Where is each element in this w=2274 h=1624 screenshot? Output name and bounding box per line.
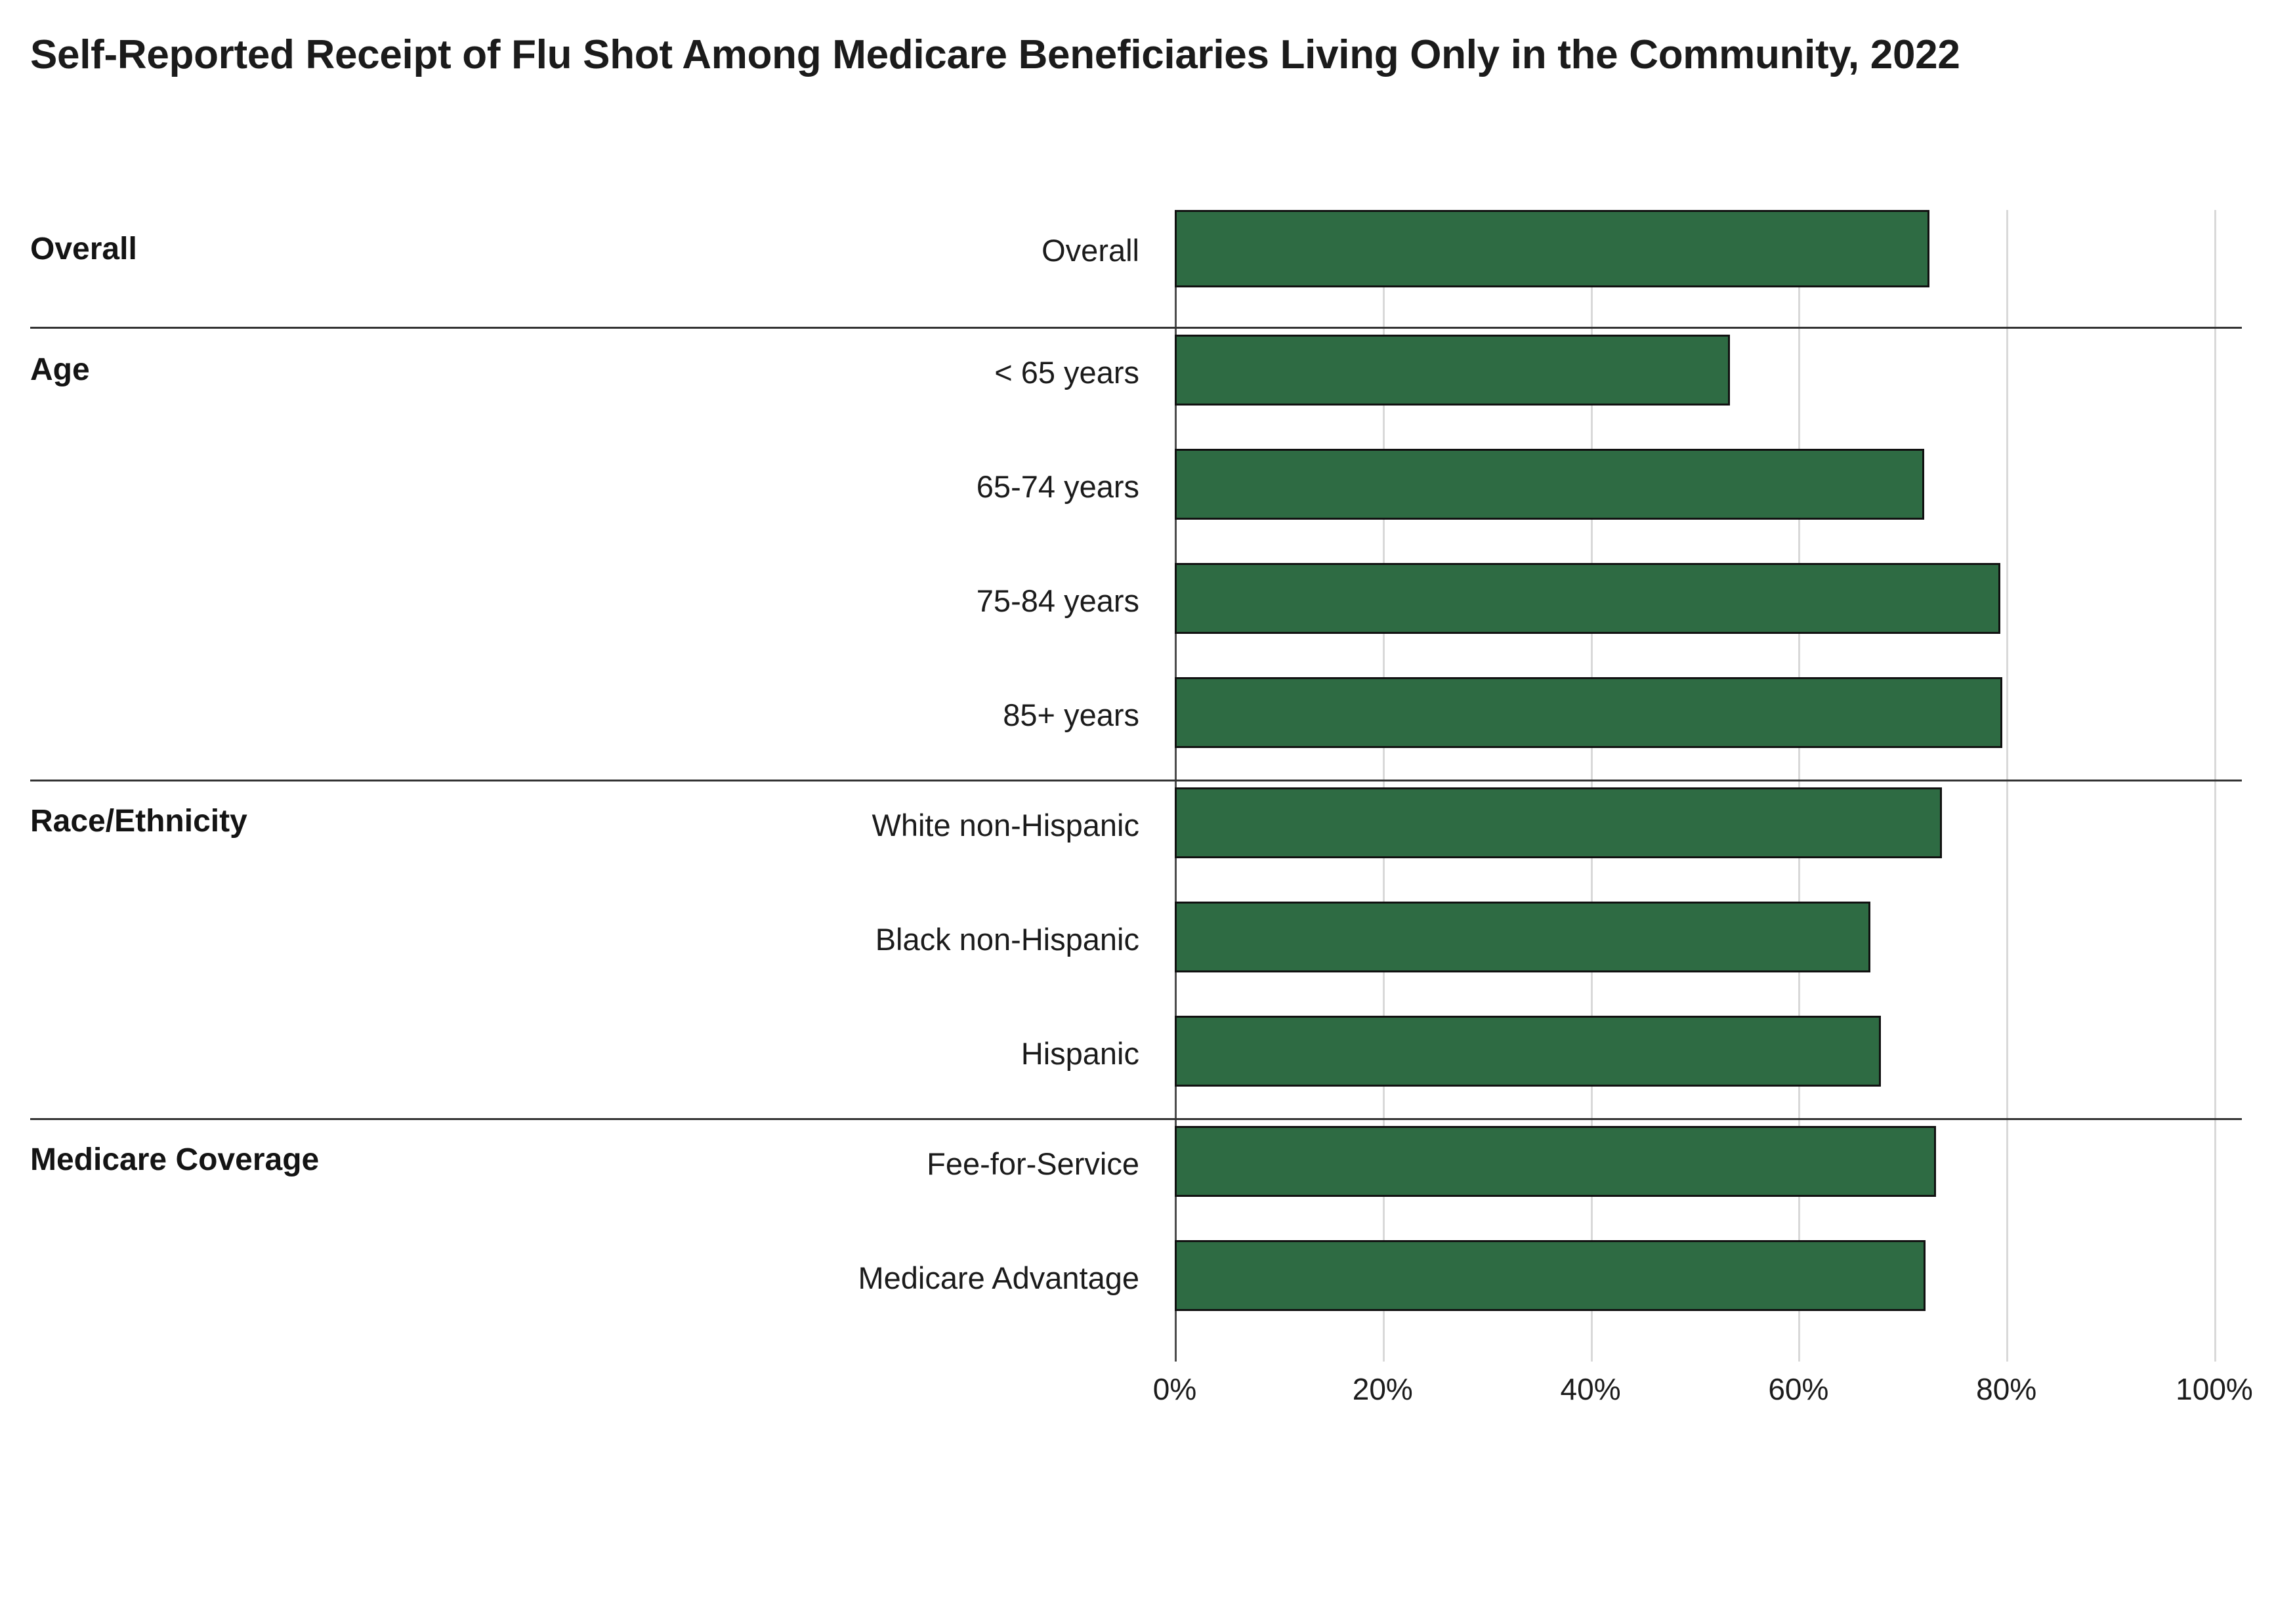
chart-row <box>30 563 2242 665</box>
bar-hispanic[interactable] <box>1175 1016 1881 1087</box>
bar-white-non-hispanic[interactable] <box>1175 787 1942 858</box>
chart-row <box>30 1240 2242 1343</box>
group-separator <box>30 780 2242 781</box>
row-label-fee-for-service: Fee-for-Service <box>927 1146 1139 1181</box>
row-label-65-74: 65-74 years <box>976 469 1139 504</box>
chart-row <box>30 210 2242 327</box>
bar-black-non-hispanic[interactable] <box>1175 902 1870 972</box>
x-axis <box>1152 1365 2253 1411</box>
chart-row <box>30 677 2242 780</box>
x-tick-20: 20% <box>1352 1372 1413 1406</box>
bar-overall[interactable] <box>1175 210 1929 287</box>
group-separator <box>30 327 2242 329</box>
x-tick-60: 60% <box>1768 1372 1829 1406</box>
group-separator <box>30 1118 2242 1120</box>
bar-85-plus[interactable] <box>1175 677 2002 748</box>
chart-row <box>30 449 2242 551</box>
row-label-overall: Overall <box>1042 233 1139 268</box>
row-label-hispanic: Hispanic <box>1021 1036 1139 1071</box>
chart-row <box>30 335 2242 437</box>
row-label-black-non-hispanic: Black non-Hispanic <box>875 922 1139 957</box>
bar-75-84[interactable] <box>1175 563 2000 634</box>
group-title-age: Age <box>30 352 90 387</box>
bar-under-65[interactable] <box>1175 335 1730 406</box>
chart-row <box>30 1126 2242 1228</box>
page-title: Self-Reported Receipt of Flu Shot Among Medicare Beneficiaries Living Only in the Community, 2022 <box>30 32 1960 77</box>
bar-medicare-advantage[interactable] <box>1175 1240 1926 1311</box>
group-title-overall: Overall <box>30 232 137 266</box>
chart-row <box>30 1016 2242 1118</box>
chart-row <box>30 787 2242 890</box>
x-tick-0: 0% <box>1152 1372 1197 1406</box>
bar-fee-for-service[interactable] <box>1175 1126 1936 1197</box>
chart-row <box>30 902 2242 1004</box>
x-tick-40: 40% <box>1560 1372 1621 1406</box>
x-tick-100: 100% <box>2176 1372 2253 1406</box>
group-title-medicare-coverage: Medicare Coverage <box>30 1142 320 1177</box>
group-title-race-ethnicity: Race/Ethnicity <box>30 804 247 839</box>
x-tick-80: 80% <box>1976 1372 2037 1406</box>
chart-rows <box>30 210 2242 1385</box>
row-label-medicare-advantage: Medicare Advantage <box>858 1260 1139 1295</box>
bar-65-74[interactable] <box>1175 449 1924 520</box>
row-label-white-non-hispanic: White non-Hispanic <box>872 808 1139 843</box>
row-label-85-plus: 85+ years <box>1003 697 1139 732</box>
bar-chart <box>30 210 2253 1406</box>
row-label-75-84: 75-84 years <box>976 583 1139 618</box>
row-label-under-65: < 65 years <box>994 355 1139 390</box>
